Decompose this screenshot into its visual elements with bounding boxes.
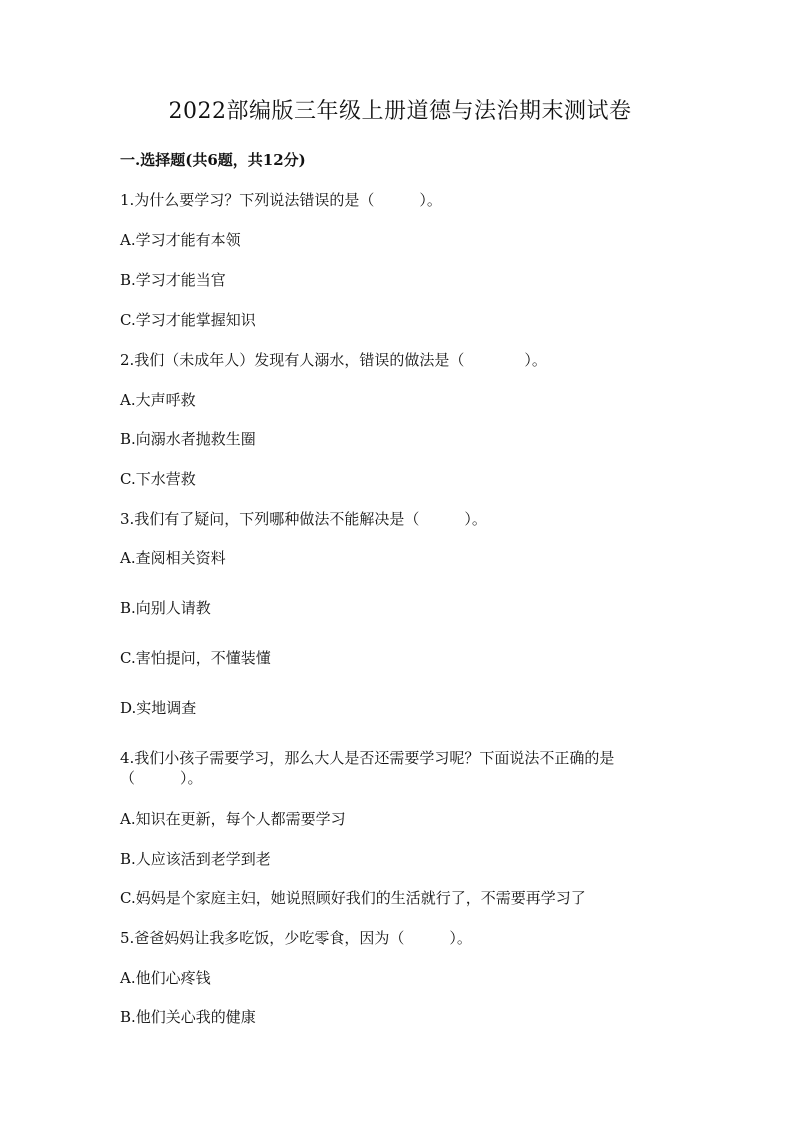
question-1-option-c: C.学习才能掌握知识 — [120, 311, 256, 329]
question-4-stem-line-2: （ ）。 — [120, 769, 203, 787]
question-1-option-a: A.学习才能有本领 — [120, 231, 241, 249]
question-4-stem-line-1: 4.我们小孩子需要学习，那么大人是否还需要学习呢？下面说法不正确的是 — [120, 749, 615, 767]
section-heading: 一.选择题(共6题，共12分) — [120, 151, 306, 169]
question-4-option-a: A.知识在更新，每个人都需要学习 — [120, 810, 346, 828]
question-5-stem: 5.爸爸妈妈让我多吃饭，少吃零食，因为（ ）。 — [120, 929, 472, 947]
question-2-option-c: C.下水营救 — [120, 470, 196, 488]
question-5-option-a: A.他们心疼钱 — [120, 969, 211, 987]
question-3-option-d: D.实地调查 — [120, 699, 197, 717]
question-1-option-b: B.学习才能当官 — [120, 271, 226, 289]
question-4-option-c: C.妈妈是个家庭主妇，她说照顾好我们的生活就行了，不需要再学习了 — [120, 889, 586, 907]
question-3-stem: 3.我们有了疑问，下列哪种做法不能解决是（ ）。 — [120, 510, 487, 528]
question-3-option-a: A.查阅相关资料 — [120, 549, 226, 567]
question-2-option-a: A.大声呼救 — [120, 391, 196, 409]
page-title: 2022部编版三年级上册道德与法治期末测试卷 — [168, 99, 632, 124]
question-1-stem: 1.为什么要学习？下列说法错误的是（ ）。 — [120, 191, 442, 209]
question-4-option-b: B.人应该活到老学到老 — [120, 850, 271, 868]
question-3-option-b: B.向别人请教 — [120, 599, 211, 617]
question-2-stem: 2.我们（未成年人）发现有人溺水，错误的做法是（ ）。 — [120, 351, 547, 369]
question-2-option-b: B.向溺水者抛救生圈 — [120, 430, 256, 448]
question-3-option-c: C.害怕提问，不懂装懂 — [120, 649, 271, 667]
question-5-option-b: B.他们关心我的健康 — [120, 1008, 256, 1026]
